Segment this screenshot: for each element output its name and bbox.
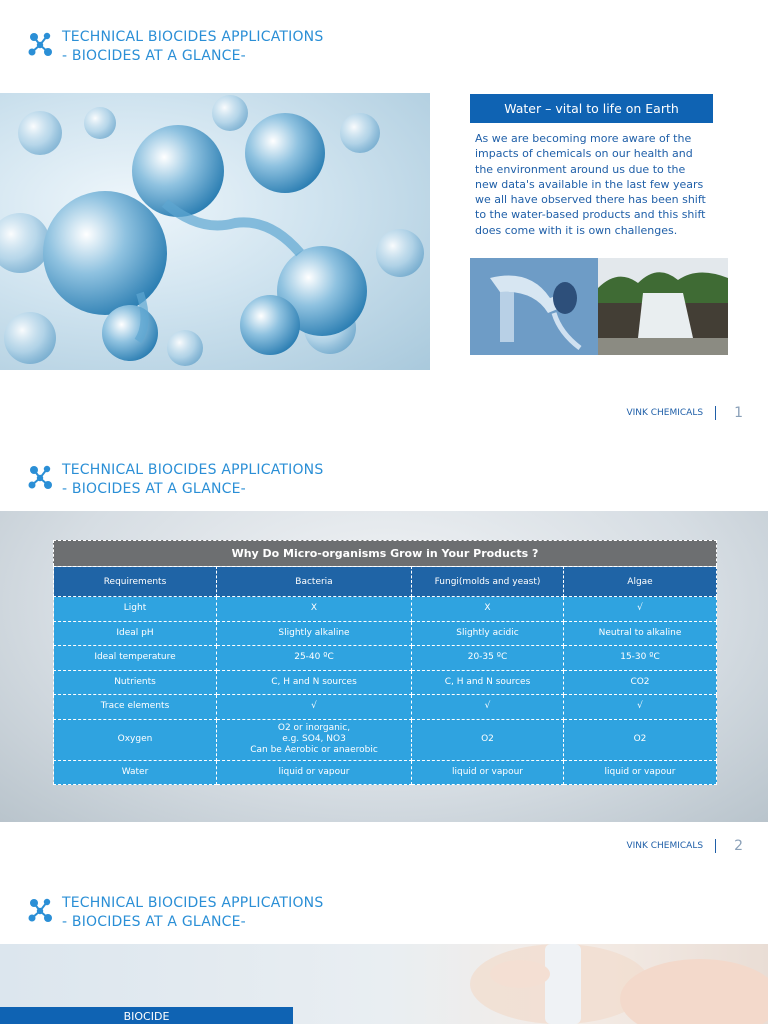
vink-logo-icon: [26, 30, 54, 58]
table-cell: C, H and N sources: [412, 670, 564, 695]
slide-1: [0, 0, 768, 433]
header-line-2: - BIOCIDES AT A GLANCE-: [62, 481, 246, 497]
table-cell: liquid or vapour: [564, 760, 717, 785]
header-title: [62, 461, 323, 499]
slide-header: [26, 28, 323, 66]
table-cell: Slightly alkaline: [217, 621, 412, 646]
waterfall-photo: [598, 258, 728, 355]
molecules-hero-image: [0, 93, 430, 370]
table-title: Why Do Micro-organisms Grow in Your Products ?: [53, 540, 717, 566]
table-cell: O2 or inorganic, e.g. SO4, NO3 Can be Aerobic or anaerobic: [217, 719, 412, 760]
column-header: Algae: [564, 567, 717, 597]
table-cell: 20-35 ºC: [412, 646, 564, 671]
table-row: [54, 646, 717, 671]
table-cell: X: [412, 597, 564, 622]
slide-2: [0, 433, 768, 866]
table-cell: C, H and N sources: [217, 670, 412, 695]
table-row: [54, 760, 717, 785]
table-cell: X: [217, 597, 412, 622]
table-cell: Neutral to alkaline: [564, 621, 717, 646]
table-cell: O2: [412, 719, 564, 760]
water-title-bar: Water – vital to life on Earth: [470, 94, 713, 123]
footer-divider: [715, 406, 716, 420]
table-row: [54, 621, 717, 646]
table-cell: √: [564, 695, 717, 720]
column-header: Fungi(molds and yeast): [412, 567, 564, 597]
growth-requirements-table: [53, 540, 716, 785]
table-cell: Oxygen: [54, 719, 217, 760]
header-title: [62, 28, 323, 66]
faucet-illustration: [470, 258, 598, 355]
footer-brand: VINK CHEMICALS: [626, 841, 704, 851]
table-cell: Light: [54, 597, 217, 622]
table-cell: √: [412, 695, 564, 720]
slide-footer: [626, 405, 743, 421]
column-header: Requirements: [54, 567, 217, 597]
table-cell: √: [564, 597, 717, 622]
header-line-2: - BIOCIDES AT A GLANCE-: [62, 914, 246, 930]
vink-logo-icon: [26, 896, 54, 924]
table-cell: Nutrients: [54, 670, 217, 695]
vink-logo-icon: [26, 463, 54, 491]
table-cell: liquid or vapour: [217, 760, 412, 785]
table-cell: √: [217, 695, 412, 720]
header-line-1: TECHNICAL BIOCIDES APPLICATIONS: [62, 29, 324, 45]
table-cell: Trace elements: [54, 695, 217, 720]
slide-header: [26, 894, 323, 932]
header-line-1: TECHNICAL BIOCIDES APPLICATIONS: [62, 895, 324, 911]
water-molecules-illustration: [0, 93, 430, 370]
table-cell: liquid or vapour: [412, 760, 564, 785]
footer-brand: VINK CHEMICALS: [626, 408, 704, 418]
faucet-photo: [470, 258, 598, 355]
table-row: [54, 597, 717, 622]
slide-3: [0, 866, 768, 1024]
table-cell: Ideal temperature: [54, 646, 217, 671]
table-cell: Slightly acidic: [412, 621, 564, 646]
slide-footer: [626, 838, 743, 854]
table-cell: CO2: [564, 670, 717, 695]
table-header-row: [54, 567, 717, 597]
page-number: 1: [734, 405, 743, 421]
table-cell: 15-30 ºC: [564, 646, 717, 671]
table-cell: Ideal pH: [54, 621, 217, 646]
footer-divider: [715, 839, 716, 853]
intro-paragraph: As we are becoming more aware of the impacts of chemicals on our health and the environment around us due to the new data's available in the last few years we all have observed there has been shift to the water-based products and this shift does come with it is own challenges.: [475, 132, 706, 237]
header-line-2: - BIOCIDES AT A GLANCE-: [62, 48, 246, 64]
table-row: [54, 670, 717, 695]
table-row: [54, 719, 717, 760]
table-cell: Water: [54, 760, 217, 785]
biocide-title-bar: BIOCIDE: [0, 1007, 293, 1024]
header-line-1: TECHNICAL BIOCIDES APPLICATIONS: [62, 462, 324, 478]
page-number: 2: [734, 838, 743, 854]
column-header: Bacteria: [217, 567, 412, 597]
waterfall-illustration: [598, 258, 728, 355]
header-title: [62, 894, 323, 932]
table-cell: 25-40 ºC: [217, 646, 412, 671]
table-cell: O2: [564, 719, 717, 760]
slide-header: [26, 461, 323, 499]
table-row: [54, 695, 717, 720]
